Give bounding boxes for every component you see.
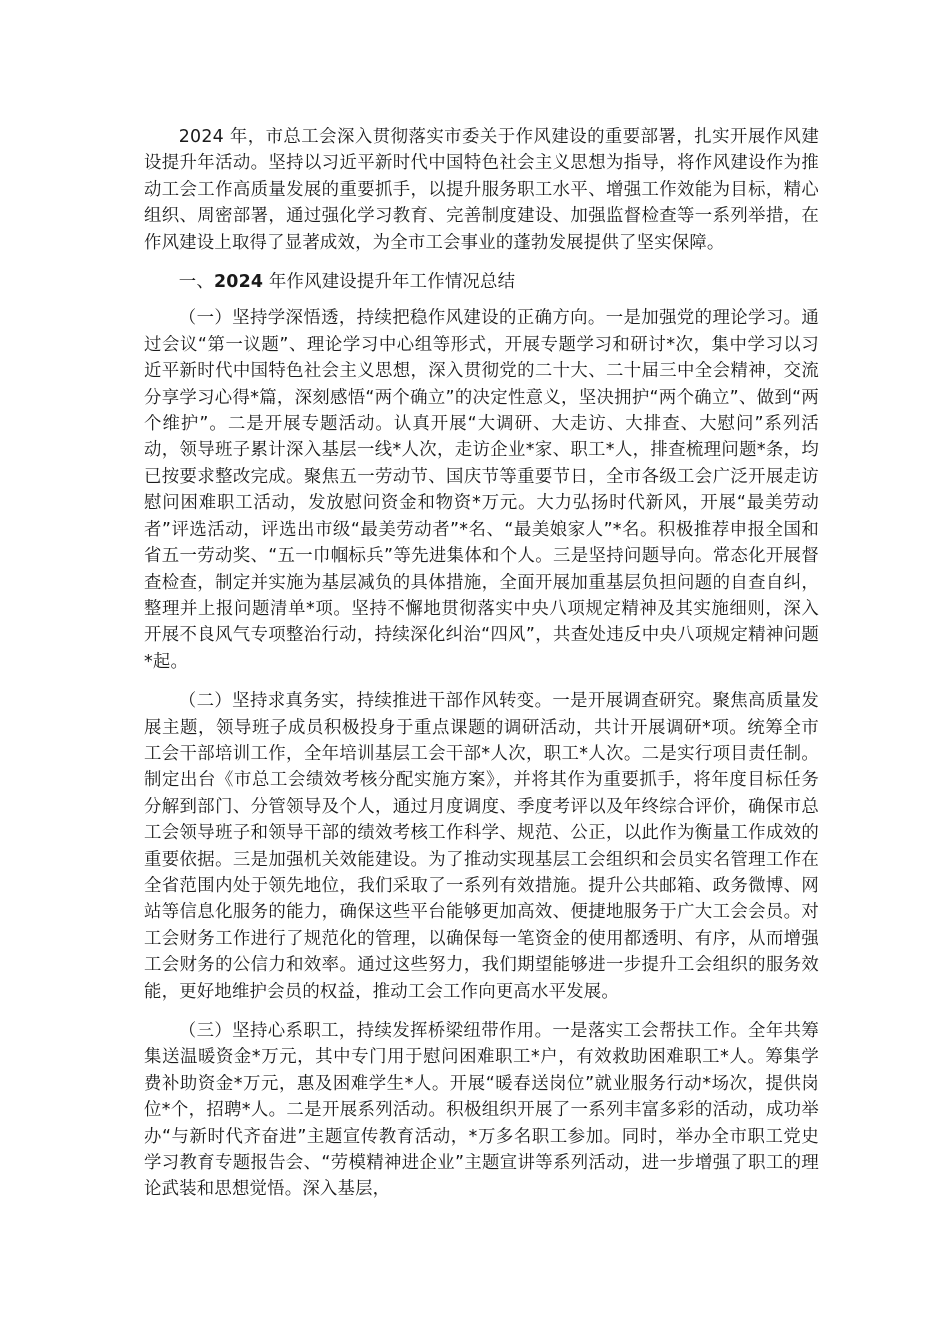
heading-text: 年作风建设提升年工作情况总结 (263, 272, 516, 293)
section-2-paragraph: （二）坚持求真务实，持续推进干部作风转变。一是开展调查研究。聚焦高质量发展主题，领导班子成员积极投身于重点课题的调研活动，共计开展调研*项。统筹全市工会干部培训工作，全年培训基层工会干部*人次，职工*人次。二是实行项目责任制。制定出台《市总工会绩效考核分配实施方案》，并将其作为重要抓手，将年度目标任务分解到部门、分管领导及个人，通过月度调度、季度考评以及年终综合评价，确保市总工会领导班子和领导干部的绩效考核工作科学、规范、公正，以此作为衡量工作成效的重要依据。三是加强机关效能建设。为了推动实现基层工会组织和会员实名管理工作在全省范围内处于领先地位，我们采取了一系列有效措施。提升公共邮箱、政务微博、网站等信息化服务的能力，确保这些平台能够更加高效、便捷地服务于广大工会会员。对工会财务工作进行了规范化的管理，以确保每一笔资金的使用都透明、有序，从而增强工会财务的公信力和效率。通过这些努力，我们期望能够进一步提升工会组织的服务效能，更好地维护会员的权益，推动工会工作向更高水平发展。 (144, 691, 819, 1002)
section-1-paragraph: （一）坚持学深悟透，持续把稳作风建设的正确方向。一是加强党的理论学习。通过会议“第一议题”、理论学习中心组等形式，开展专题学习和研讨*次，集中学习以习近平新时代中国特色社会主义思想，深入贯彻党的二十大、二十届三中全会精神，交流分享学习心得*篇，深刻感悟“两个确立”的决定性意义，坚决拥护“两个确立”、做到“两个维护”。二是开展专题活动。认真开展“大调研、大走访、大排查、大慰问”系列活动，领导班子累计深入基层一线*人次，走访企业*家、职工*人，排查梳理问题*条，均已按要求整改完成。聚焦五一劳动节、国庆节等重要节日，全市各级工会广泛开展走访慰问困难职工活动，发放慰问资金和物资*万元。大力弘扬时代新风，开展“最美劳动者”评选活动，评选出市级“最美劳动者”*名、“最美娘家人”*名。积极推荐申报全国和省五一劳动奖、“五一巾帼标兵”等先进集体和个人。三是坚持问题导向。常态化开展督查检查，制定并实施为基层减负的具体措施，全面开展加重基层负担问题的自查自纠，整理并上报问题清单*项。坚持不懈地贯彻落实中央八项规定精神及其实施细则，深入开展不良风气专项整治行动，持续深化纠治“四风”，共查处违反中央八项规定精神问题*起。 (144, 308, 819, 672)
heading-year: 2024 (213, 272, 264, 293)
section-3-paragraph: （三）坚持心系职工，持续发挥桥梁纽带作用。一是落实工会帮扶工作。全年共筹集送温暖资金*万元，其中专门用于慰问困难职工*户，有效救助困难职工*人。筹集学费补助资金*万元，惠及困难学生*人。开展“暖春送岗位”就业服务行动*场次，提供岗位*个，招聘*人。二是开展系列活动。积极组织开展了一系列丰富多彩的活动，成功举办“与新时代齐奋进”主题宣传教育活动，*万多名职工参加。同时，举办全市职工党史学习教育专题报告会、“劳模精神进企业”主题宣讲等系列活动，进一步增强了职工的理论武装和思想觉悟。深入基层， (144, 1021, 819, 1200)
heading-prefix: 一、 (178, 272, 214, 293)
intro-paragraph: 2024 年，市总工会深入贯彻落实市委关于作风建设的重要部署，扎实开展作风建设提升年活动。坚持以习近平新时代中国特色社会主义思想为指导，将作风建设作为推动工会工作高质量发展的重要抓手，以提升服务职工水平、增强工作效能为目标，精心组织、周密部署，通过强化学习教育、完善制度建设、加强监督检查等一系列举措，在作风建设上取得了显著成效，为全市工会事业的蓬勃发展提供了坚实保障。 (144, 127, 819, 253)
document-page (144, 124, 819, 1216)
section-heading (144, 269, 819, 295)
